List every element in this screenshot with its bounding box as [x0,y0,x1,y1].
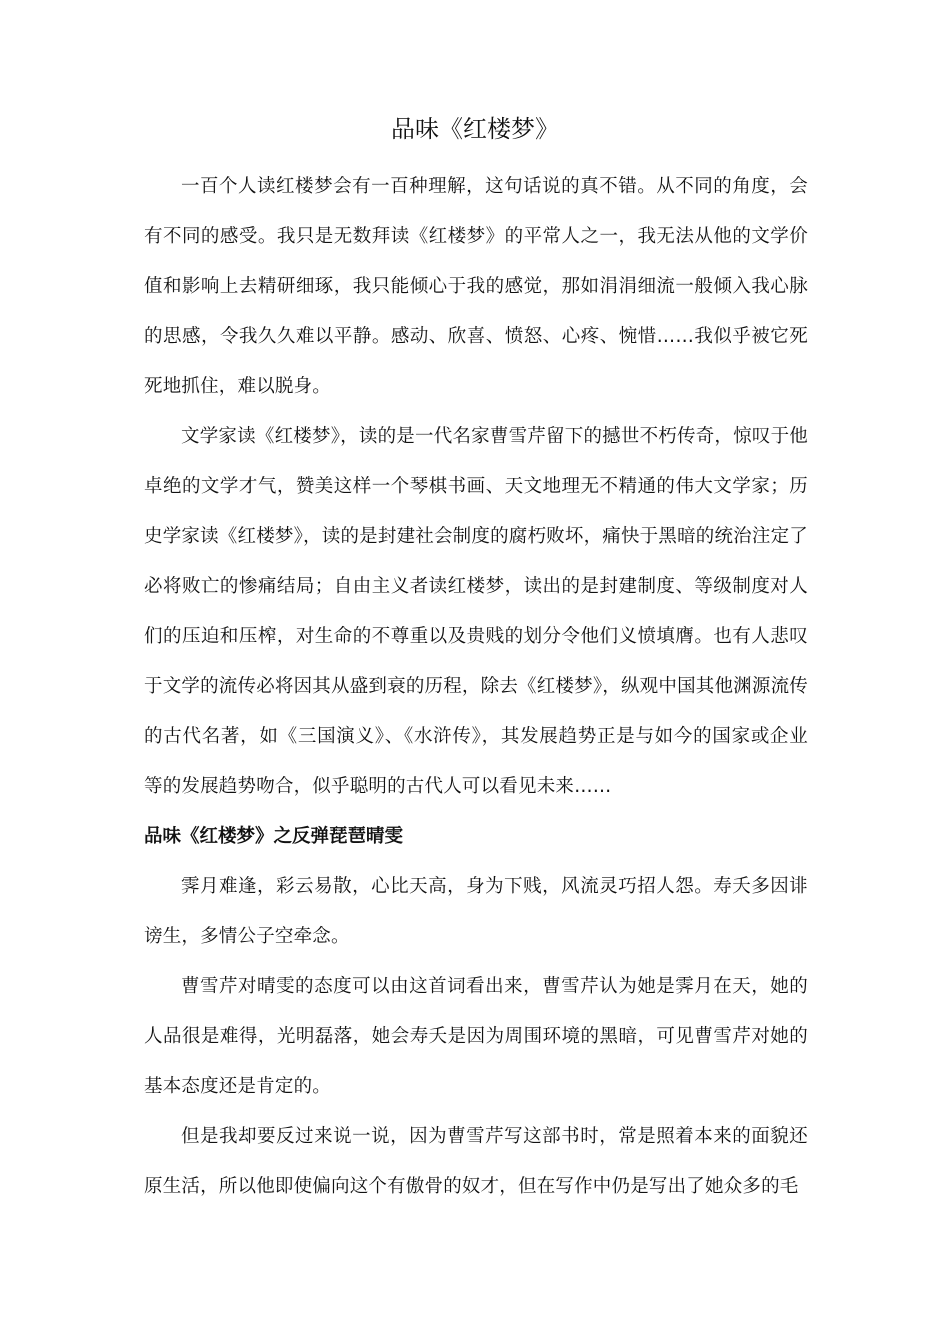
section-paragraph-2: 曹雪芹对晴雯的态度可以由这首词看出来，曹雪芹认为她是霁月在天，她的人品很是难得，光明磊落，她会寿夭是因为周围环境的黑暗，可见曹雪芹对她的基本态度还是肯定的。 [144,976,808,1097]
section-paragraph-3: 但是我却要反过来说一说，因为曹雪芹写这部书时，常是照着本来的面貌还原生活，所以他即使偏向这个有傲骨的奴才，但在写作中仍是写出了她众多的毛 [144,1126,808,1197]
paragraph-1: 一百个人读红楼梦会有一百种理解，这句话说的真不错。从不同的角度，会有不同的感受。我只是无数拜读《红楼梦》的平常人之一，我无法从他的文学价值和影响上去精研细琢，我只能倾心于我的感觉，那如涓涓细流一般倾入我心脉的思感，令我久久难以平静。感动、欣喜、愤怒、心疼、惋惜……我似乎被它死死地抓住，难以脱身。 [144,176,808,397]
section-heading: 品味《红楼梦》之反弹琵琶晴雯 [144,826,404,847]
paragraph-2: 文学家读《红楼梦》，读的是一代名家曹雪芹留下的撼世不朽传奇，惊叹于他卓绝的文学才气，赞美这样一个琴棋书画、天文地理无不精通的伟大文学家；历史学家读《红楼梦》，读的是封建社会制度的腐朽败坏，痛快于黑暗的统治注定了必将败亡的惨痛结局；自由主义者读红楼梦，读出的是封建制度、等级制度对人们的压迫和压榨，对生命的不尊重以及贵贱的划分令他们义愤填膺。也有人悲叹于文学的流传必将因其从盛到衰的历程，除去《红楼梦》，纵观中国其他渊源流传的古代名著，如《三国演义》、《水浒传》，其发展趋势正是与如今的国家或企业等的发展趋势吻合，似乎聪明的古代人可以看见未来…… [144,426,808,797]
document-body [144,162,808,1212]
document-title: 品味《红楼梦》 [391,115,559,143]
section-paragraph-1: 霁月难逢，彩云易散，心比天高，身为下贱，风流灵巧招人怨。寿夭多因诽谤生，多情公子空牵念。 [144,876,808,947]
